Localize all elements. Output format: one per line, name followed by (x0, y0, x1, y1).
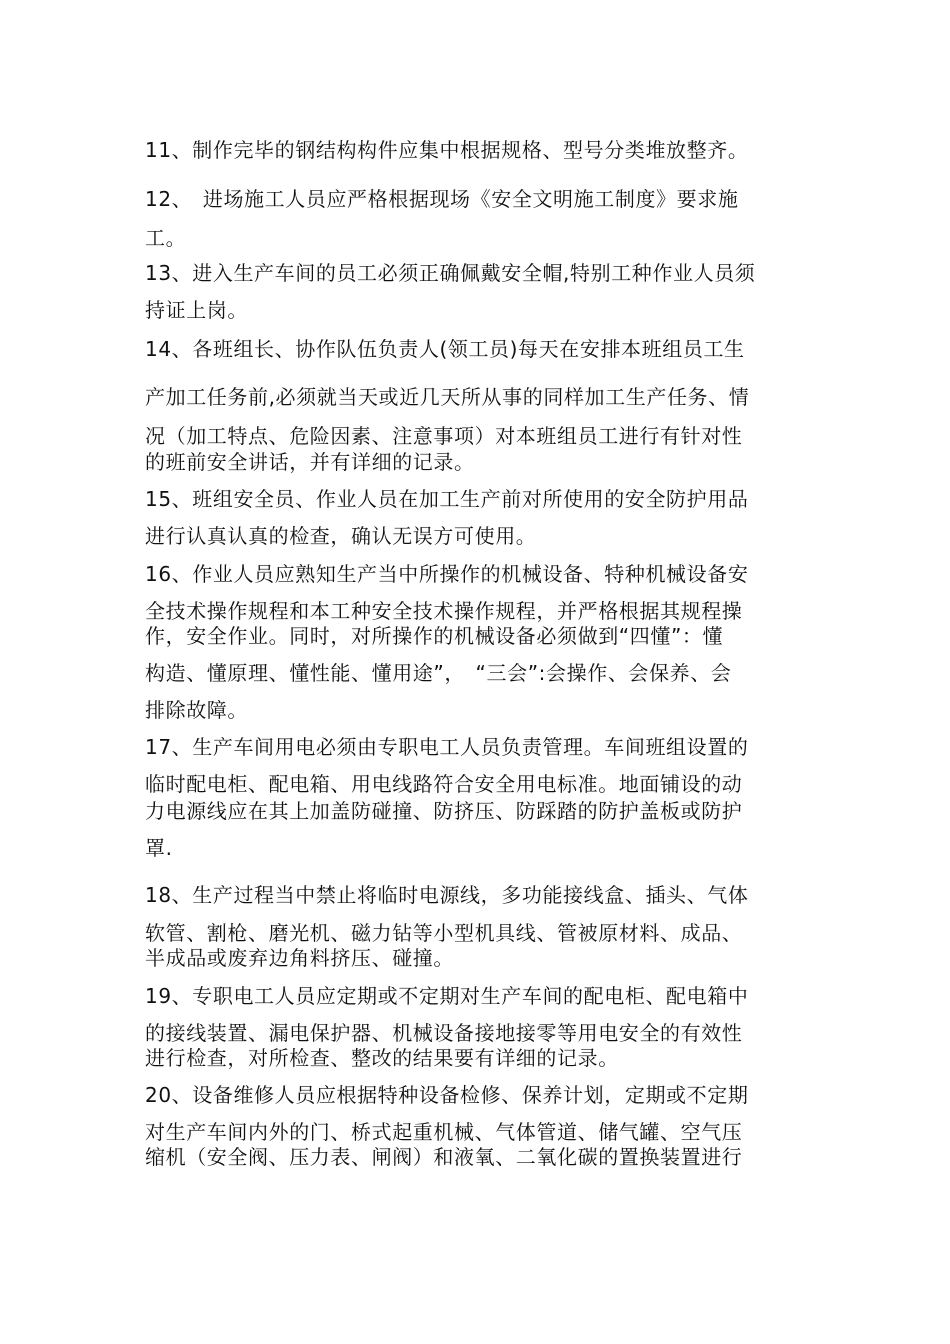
text-line: 13、进入生产车间的员工必须正确佩戴安全帽,特别工种作业人员须 (145, 261, 756, 285)
text-line: 12、 进场施工人员应严格根据现场《安全文明施工制度》要求施 (145, 187, 739, 211)
text-line: 16、作业人员应熟知生产当中所操作的机械设备、特种机械设备安 (145, 562, 749, 586)
text-line: 力电源线应在其上加盖防碰撞、防挤压、防踩踏的防护盖板或防护 (145, 799, 743, 823)
text-line: 进行认真认真的检查，确认无误方可使用。 (145, 524, 537, 548)
text-line: 15、班组安全员、作业人员在加工生产前对所使用的安全防护用品 (145, 487, 749, 511)
text-line: 排除故障。 (145, 698, 248, 722)
text-line: 罩. (145, 836, 173, 860)
text-line: 20、设备维修人员应根据特种设备检修、保养计划，定期或不定期 (145, 1083, 749, 1107)
text-line: 构造、懂原理、懂性能、懂用途”， “三会”:会操作、会保养、会 (145, 661, 732, 685)
text-line: 19、专职电工人员应定期或不定期对生产车间的配电柜、配电箱中 (145, 984, 749, 1008)
text-line: 半成品或废弃边角料挤压、碰撞。 (145, 946, 454, 970)
text-line: 11、制作完毕的钢结构构件应集中根据规格、型号分类堆放整齐。 (145, 138, 749, 162)
text-line: 17、生产车间用电必须由专职电工人员负责管理。车间班组设置的 (145, 735, 749, 759)
text-line: 持证上岗。 (145, 298, 248, 322)
text-line: 全技术操作规程和本工种安全技术操作规程，并严格根据其规程操 (145, 599, 743, 623)
text-line: 软管、割枪、磨光机、磁力钻等小型机具线、管被原材料、成品、 (145, 921, 743, 945)
text-line: 工。 (145, 226, 187, 250)
text-line: 对生产车间内外的门、桥式起重机械、气体管道、储气罐、空气压 (145, 1120, 743, 1144)
text-line: 产加工任务前,必须就当天或近几天所从事的同样加工生产任务、情 (145, 385, 750, 409)
text-line: 的班前安全讲话，并有详细的记录。 (145, 450, 475, 474)
text-line: 临时配电柜、配电箱、用电线路符合安全用电标准。地面铺设的动 (145, 772, 743, 796)
text-line: 14、各班组长、协作队伍负责人(领工员)每天在安排本班组员工生 (145, 337, 745, 361)
text-line: 作，安全作业。同时，对所操作的机械设备必须做到“四懂”：懂 (145, 624, 724, 648)
text-line: 缩机（安全阀、压力表、闸阀）和液氧、二氧化碳的置换装置进行 (145, 1145, 743, 1169)
text-line: 况（加工特点、危险因素、注意事项）对本班组员工进行有针对性 (145, 424, 743, 448)
text-line: 18、生产过程当中禁止将临时电源线，多功能接线盒、插头、气体 (145, 883, 749, 907)
text-line: 进行检查，对所检查、整改的结果要有详细的记录。 (145, 1046, 619, 1070)
text-line: 的接线装置、漏电保护器、机械设备接地接零等用电安全的有效性 (145, 1021, 743, 1045)
